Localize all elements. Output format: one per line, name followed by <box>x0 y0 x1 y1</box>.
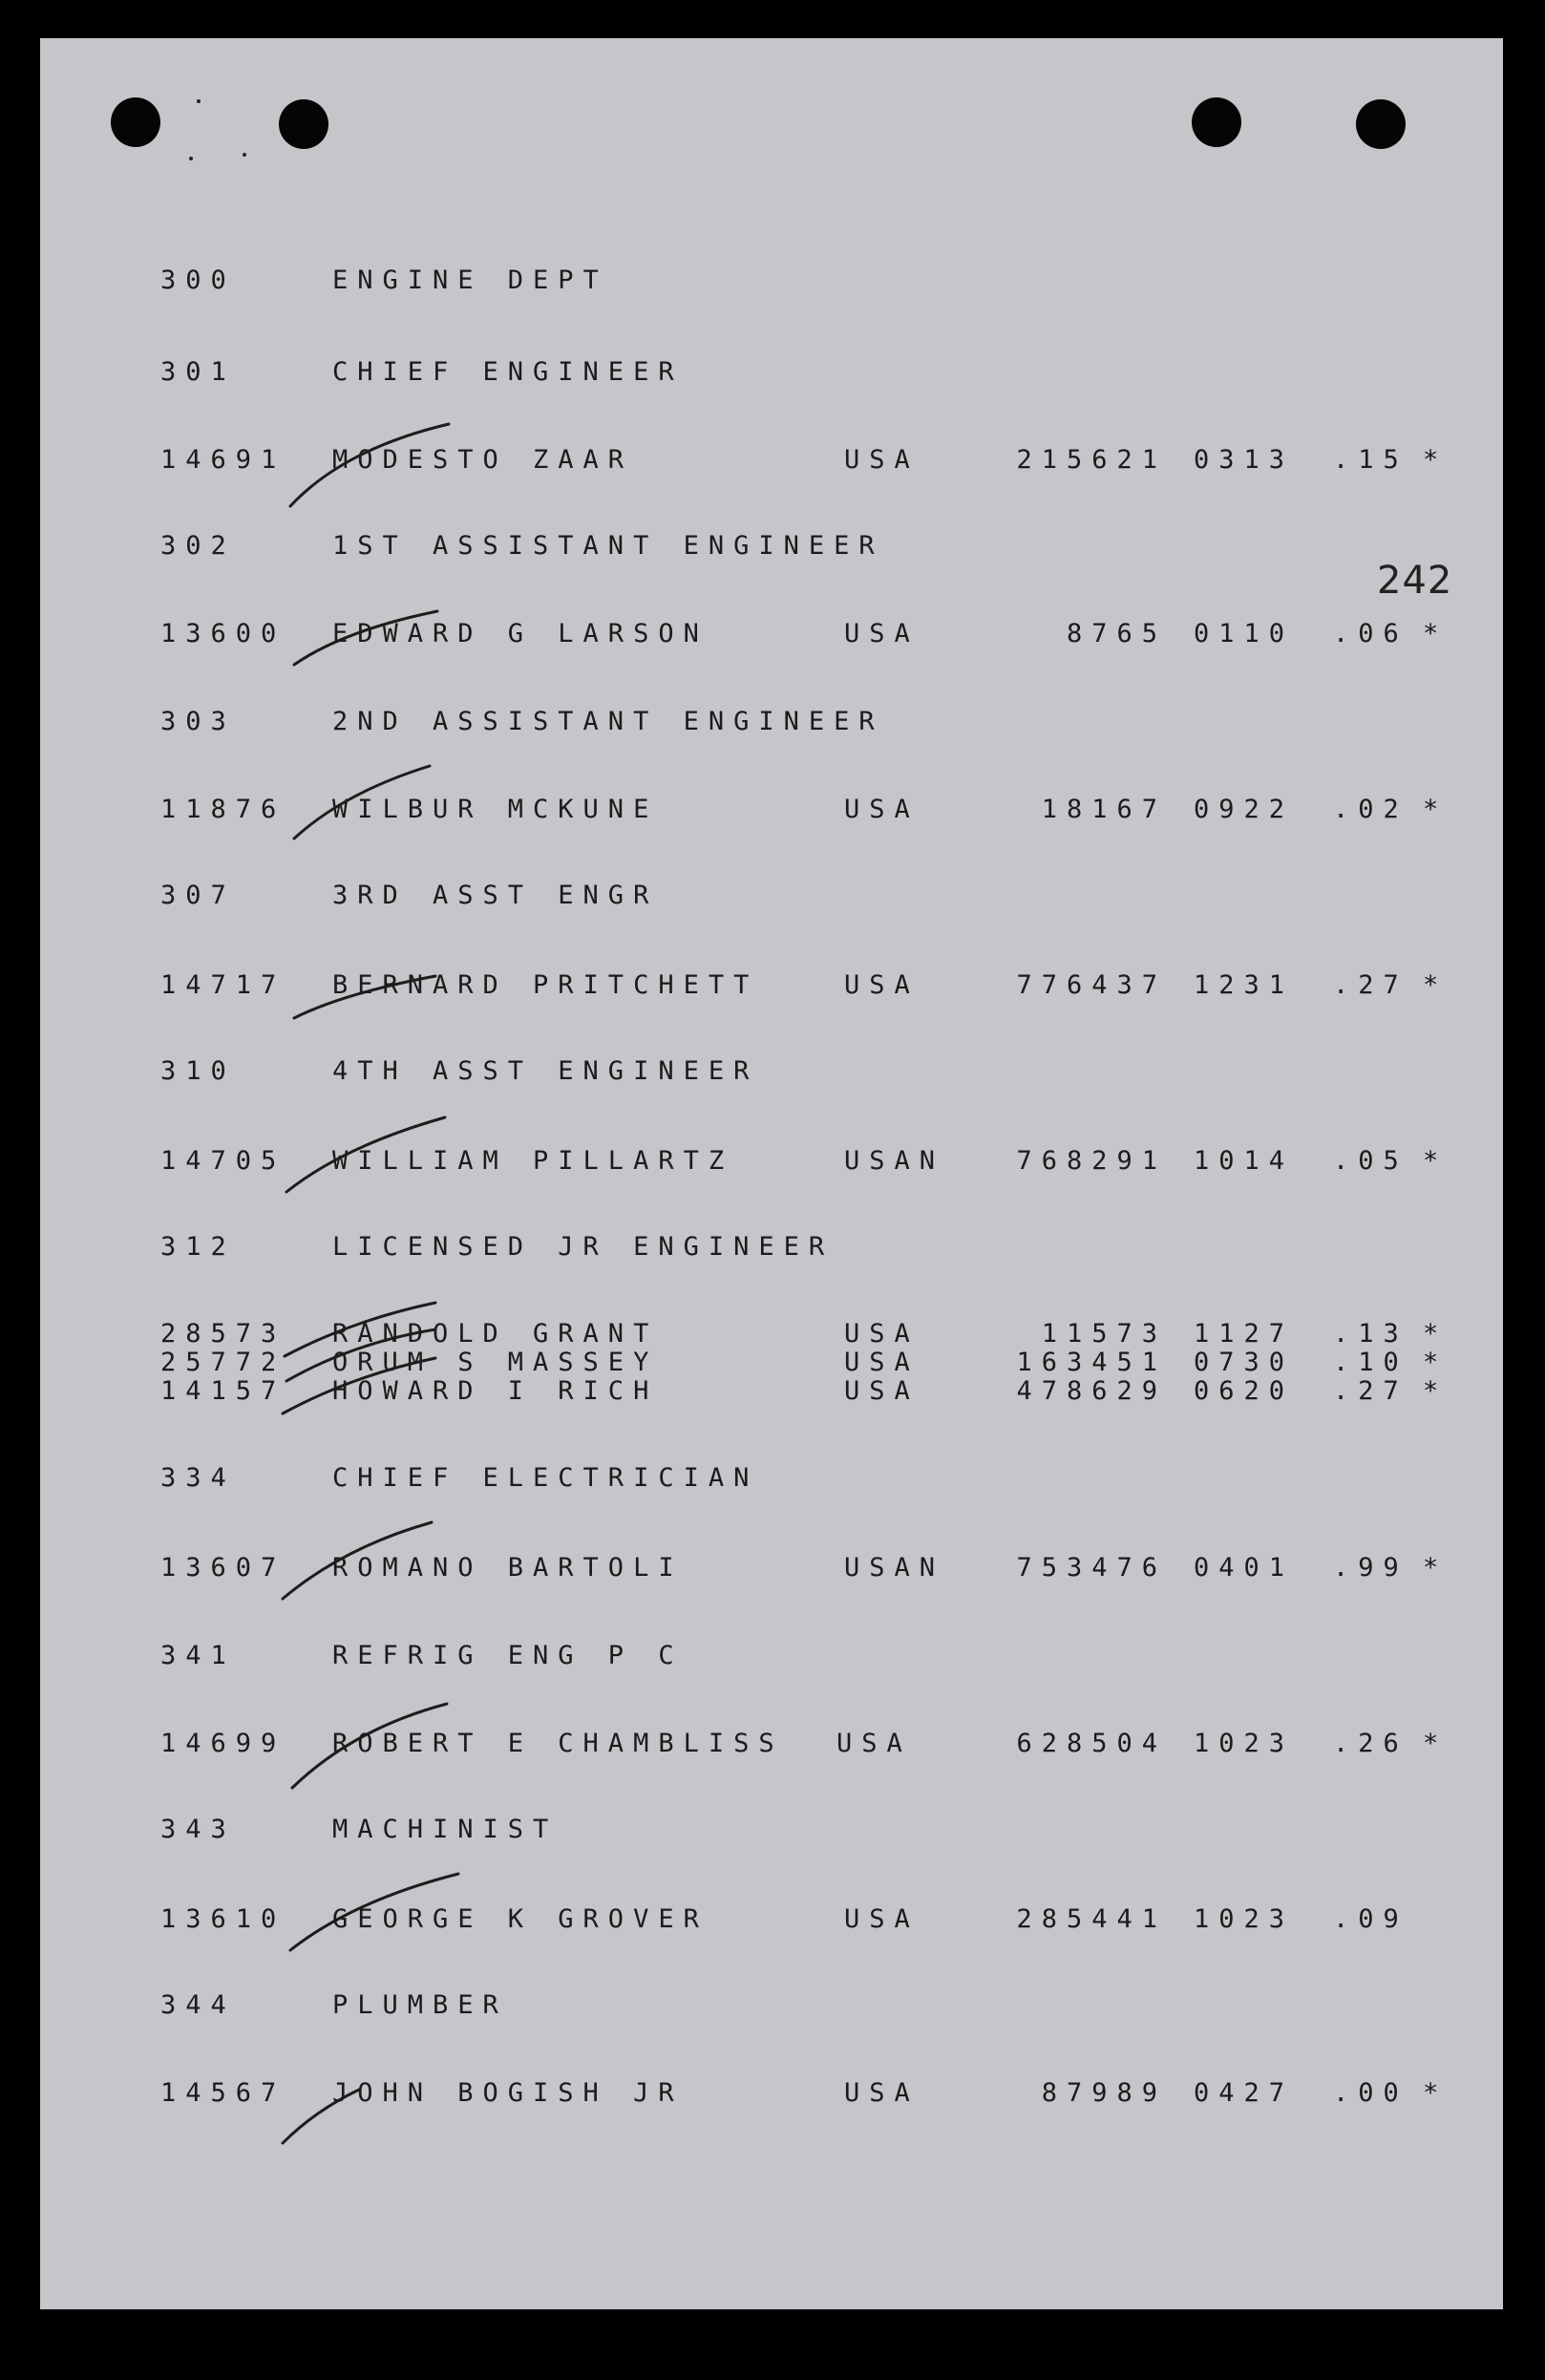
section-header <box>0 1459 1545 1498</box>
entry-id: 28573 <box>160 1319 286 1349</box>
section-title: 2ND ASSISTANT ENGINEER <box>332 707 884 736</box>
entry-mark: * <box>1423 2078 1449 2108</box>
section-title: LICENSED JR ENGINEER <box>332 1232 835 1262</box>
entry-date: 0110 <box>1194 619 1295 648</box>
entry-row <box>0 1142 1545 1180</box>
section-title: 4TH ASST ENGINEER <box>332 1056 759 1086</box>
entry-date: 1023 <box>1194 1729 1295 1758</box>
entry-number: 753476 <box>1016 1553 1167 1583</box>
section-code: 300 <box>160 266 236 295</box>
entry-number: 18167 <box>1041 795 1167 824</box>
section-title: MACHINIST <box>332 1815 559 1844</box>
section-title: 1ST ASSISTANT ENGINEER <box>332 531 884 561</box>
section-header <box>0 1811 1545 1849</box>
entry-name: MODESTO ZAAR <box>332 445 634 475</box>
section-code: 301 <box>160 357 236 387</box>
entry-number: 768291 <box>1016 1146 1167 1176</box>
section-code: 343 <box>160 1815 236 1844</box>
entry-date: 0427 <box>1194 2078 1295 2108</box>
section-title: CHIEF ELECTRICIAN <box>332 1463 759 1493</box>
entry-nationality: USA <box>844 1348 920 1377</box>
entry-number: 628504 <box>1016 1729 1167 1758</box>
entry-id: 14157 <box>160 1376 286 1406</box>
entry-value: .10 <box>1333 1348 1408 1377</box>
entry-row <box>0 1901 1545 1939</box>
section-code: 312 <box>160 1232 236 1262</box>
entry-date: 1231 <box>1194 970 1295 1000</box>
entry-nationality: USA <box>844 1376 920 1406</box>
entry-name: ROBERT E CHAMBLISS <box>332 1729 784 1758</box>
entry-name: HOWARD I RICH <box>332 1376 659 1406</box>
entry-mark: * <box>1423 1319 1449 1349</box>
entry-value: .05 <box>1333 1146 1408 1176</box>
speck <box>197 99 201 103</box>
entry-row <box>0 1349 1545 1377</box>
entry-nationality: USA <box>836 1729 912 1758</box>
entry-name: EDWARD G LARSON <box>332 619 709 648</box>
entry-date: 0922 <box>1194 795 1295 824</box>
section-code: 302 <box>160 531 236 561</box>
entry-name: JOHN BOGISH JR <box>332 2078 684 2108</box>
section-title: 3RD ASST ENGR <box>332 881 659 910</box>
entry-nationality: USAN <box>844 1146 945 1176</box>
entry-name: WILLIAM PILLARTZ <box>332 1146 734 1176</box>
entry-value: .02 <box>1333 795 1408 824</box>
section-title: PLUMBER <box>332 1990 508 2020</box>
speck <box>189 157 193 160</box>
section-code: 303 <box>160 707 236 736</box>
entry-value: .13 <box>1333 1319 1408 1349</box>
punch-hole <box>1356 99 1406 149</box>
entry-row <box>0 791 1545 829</box>
section-title: ENGINE DEPT <box>332 266 608 295</box>
entry-mark: * <box>1423 1729 1449 1758</box>
entry-row <box>0 615 1545 653</box>
entry-nationality: USA <box>844 1319 920 1349</box>
section-header <box>0 1637 1545 1675</box>
entry-value: .15 <box>1333 445 1408 475</box>
section-code: 310 <box>160 1056 236 1086</box>
entry-date: 1127 <box>1194 1319 1295 1349</box>
entry-value: .06 <box>1333 619 1408 648</box>
entry-id: 14699 <box>160 1729 286 1758</box>
entry-row <box>0 1725 1545 1763</box>
entry-id: 25772 <box>160 1348 286 1377</box>
entry-number: 8765 <box>1066 619 1167 648</box>
entry-name: ORUM S MASSEY <box>332 1348 659 1377</box>
section-code: 341 <box>160 1641 236 1670</box>
section-header <box>0 877 1545 915</box>
entry-id: 14567 <box>160 2078 286 2108</box>
entry-row <box>0 1377 1545 1406</box>
entry-date: 0730 <box>1194 1348 1295 1377</box>
entry-name: ROMANO BARTOLI <box>332 1553 684 1583</box>
entry-number: 11573 <box>1041 1319 1167 1349</box>
entry-name: BERNARD PRITCHETT <box>332 970 759 1000</box>
section-title: REFRIG ENG P C <box>332 1641 684 1670</box>
punch-hole <box>111 97 160 147</box>
section-header <box>0 1987 1545 2025</box>
entry-value: .09 <box>1333 1904 1408 1934</box>
entry-name: RANDOLD GRANT <box>332 1319 659 1349</box>
section-header <box>0 353 1545 392</box>
entry-date: 1014 <box>1194 1146 1295 1176</box>
entry-name: GEORGE K GROVER <box>332 1904 709 1934</box>
entry-nationality: USA <box>844 795 920 824</box>
entry-value: .27 <box>1333 1376 1408 1406</box>
entry-number: 215621 <box>1016 445 1167 475</box>
entry-row <box>0 441 1545 479</box>
section-header <box>0 1228 1545 1266</box>
entry-nationality: USA <box>844 1904 920 1934</box>
entry-number: 776437 <box>1016 970 1167 1000</box>
entry-date: 0401 <box>1194 1553 1295 1583</box>
entry-mark: * <box>1423 1376 1449 1406</box>
speck <box>243 153 246 157</box>
section-title: CHIEF ENGINEER <box>332 357 684 387</box>
entry-row <box>0 1320 1545 1349</box>
entry-row <box>0 967 1545 1005</box>
section-code: 307 <box>160 881 236 910</box>
entry-id: 14717 <box>160 970 286 1000</box>
entry-date: 0620 <box>1194 1376 1295 1406</box>
entry-number: 163451 <box>1016 1348 1167 1377</box>
entry-value: .99 <box>1333 1553 1408 1583</box>
entry-mark: * <box>1423 1553 1449 1583</box>
entry-value: .00 <box>1333 2078 1408 2108</box>
entry-mark: * <box>1423 619 1449 648</box>
entry-id: 14691 <box>160 445 286 475</box>
entry-row <box>0 1549 1545 1587</box>
section-header <box>0 262 1545 300</box>
entry-id: 11876 <box>160 795 286 824</box>
entry-id: 13600 <box>160 619 286 648</box>
entry-mark: * <box>1423 1348 1449 1377</box>
entry-nationality: USA <box>844 445 920 475</box>
entry-mark: * <box>1423 445 1449 475</box>
entry-number: 285441 <box>1016 1904 1167 1934</box>
section-header <box>0 527 1545 565</box>
entry-id: 13610 <box>160 1904 286 1934</box>
entry-mark: * <box>1423 1146 1449 1176</box>
section-header <box>0 1052 1545 1091</box>
entry-id: 13607 <box>160 1553 286 1583</box>
entry-nationality: USAN <box>844 1553 945 1583</box>
entry-nationality: USA <box>844 2078 920 2108</box>
section-code: 334 <box>160 1463 236 1493</box>
section-code: 344 <box>160 1990 236 2020</box>
entry-id: 14705 <box>160 1146 286 1176</box>
entry-mark: * <box>1423 970 1449 1000</box>
entry-nationality: USA <box>844 970 920 1000</box>
entry-mark: * <box>1423 795 1449 824</box>
entry-name: WILBUR MCKUNE <box>332 795 659 824</box>
section-header <box>0 703 1545 741</box>
page-number: 242 <box>1377 559 1453 603</box>
entry-value: .26 <box>1333 1729 1408 1758</box>
punch-hole <box>279 99 328 149</box>
entry-number: 478629 <box>1016 1376 1167 1406</box>
entry-number: 87989 <box>1041 2078 1167 2108</box>
entry-value: .27 <box>1333 970 1408 1000</box>
entry-row <box>0 2074 1545 2113</box>
entry-nationality: USA <box>844 619 920 648</box>
entry-date: 0313 <box>1194 445 1295 475</box>
punch-hole <box>1192 97 1241 147</box>
entry-date: 1023 <box>1194 1904 1295 1934</box>
